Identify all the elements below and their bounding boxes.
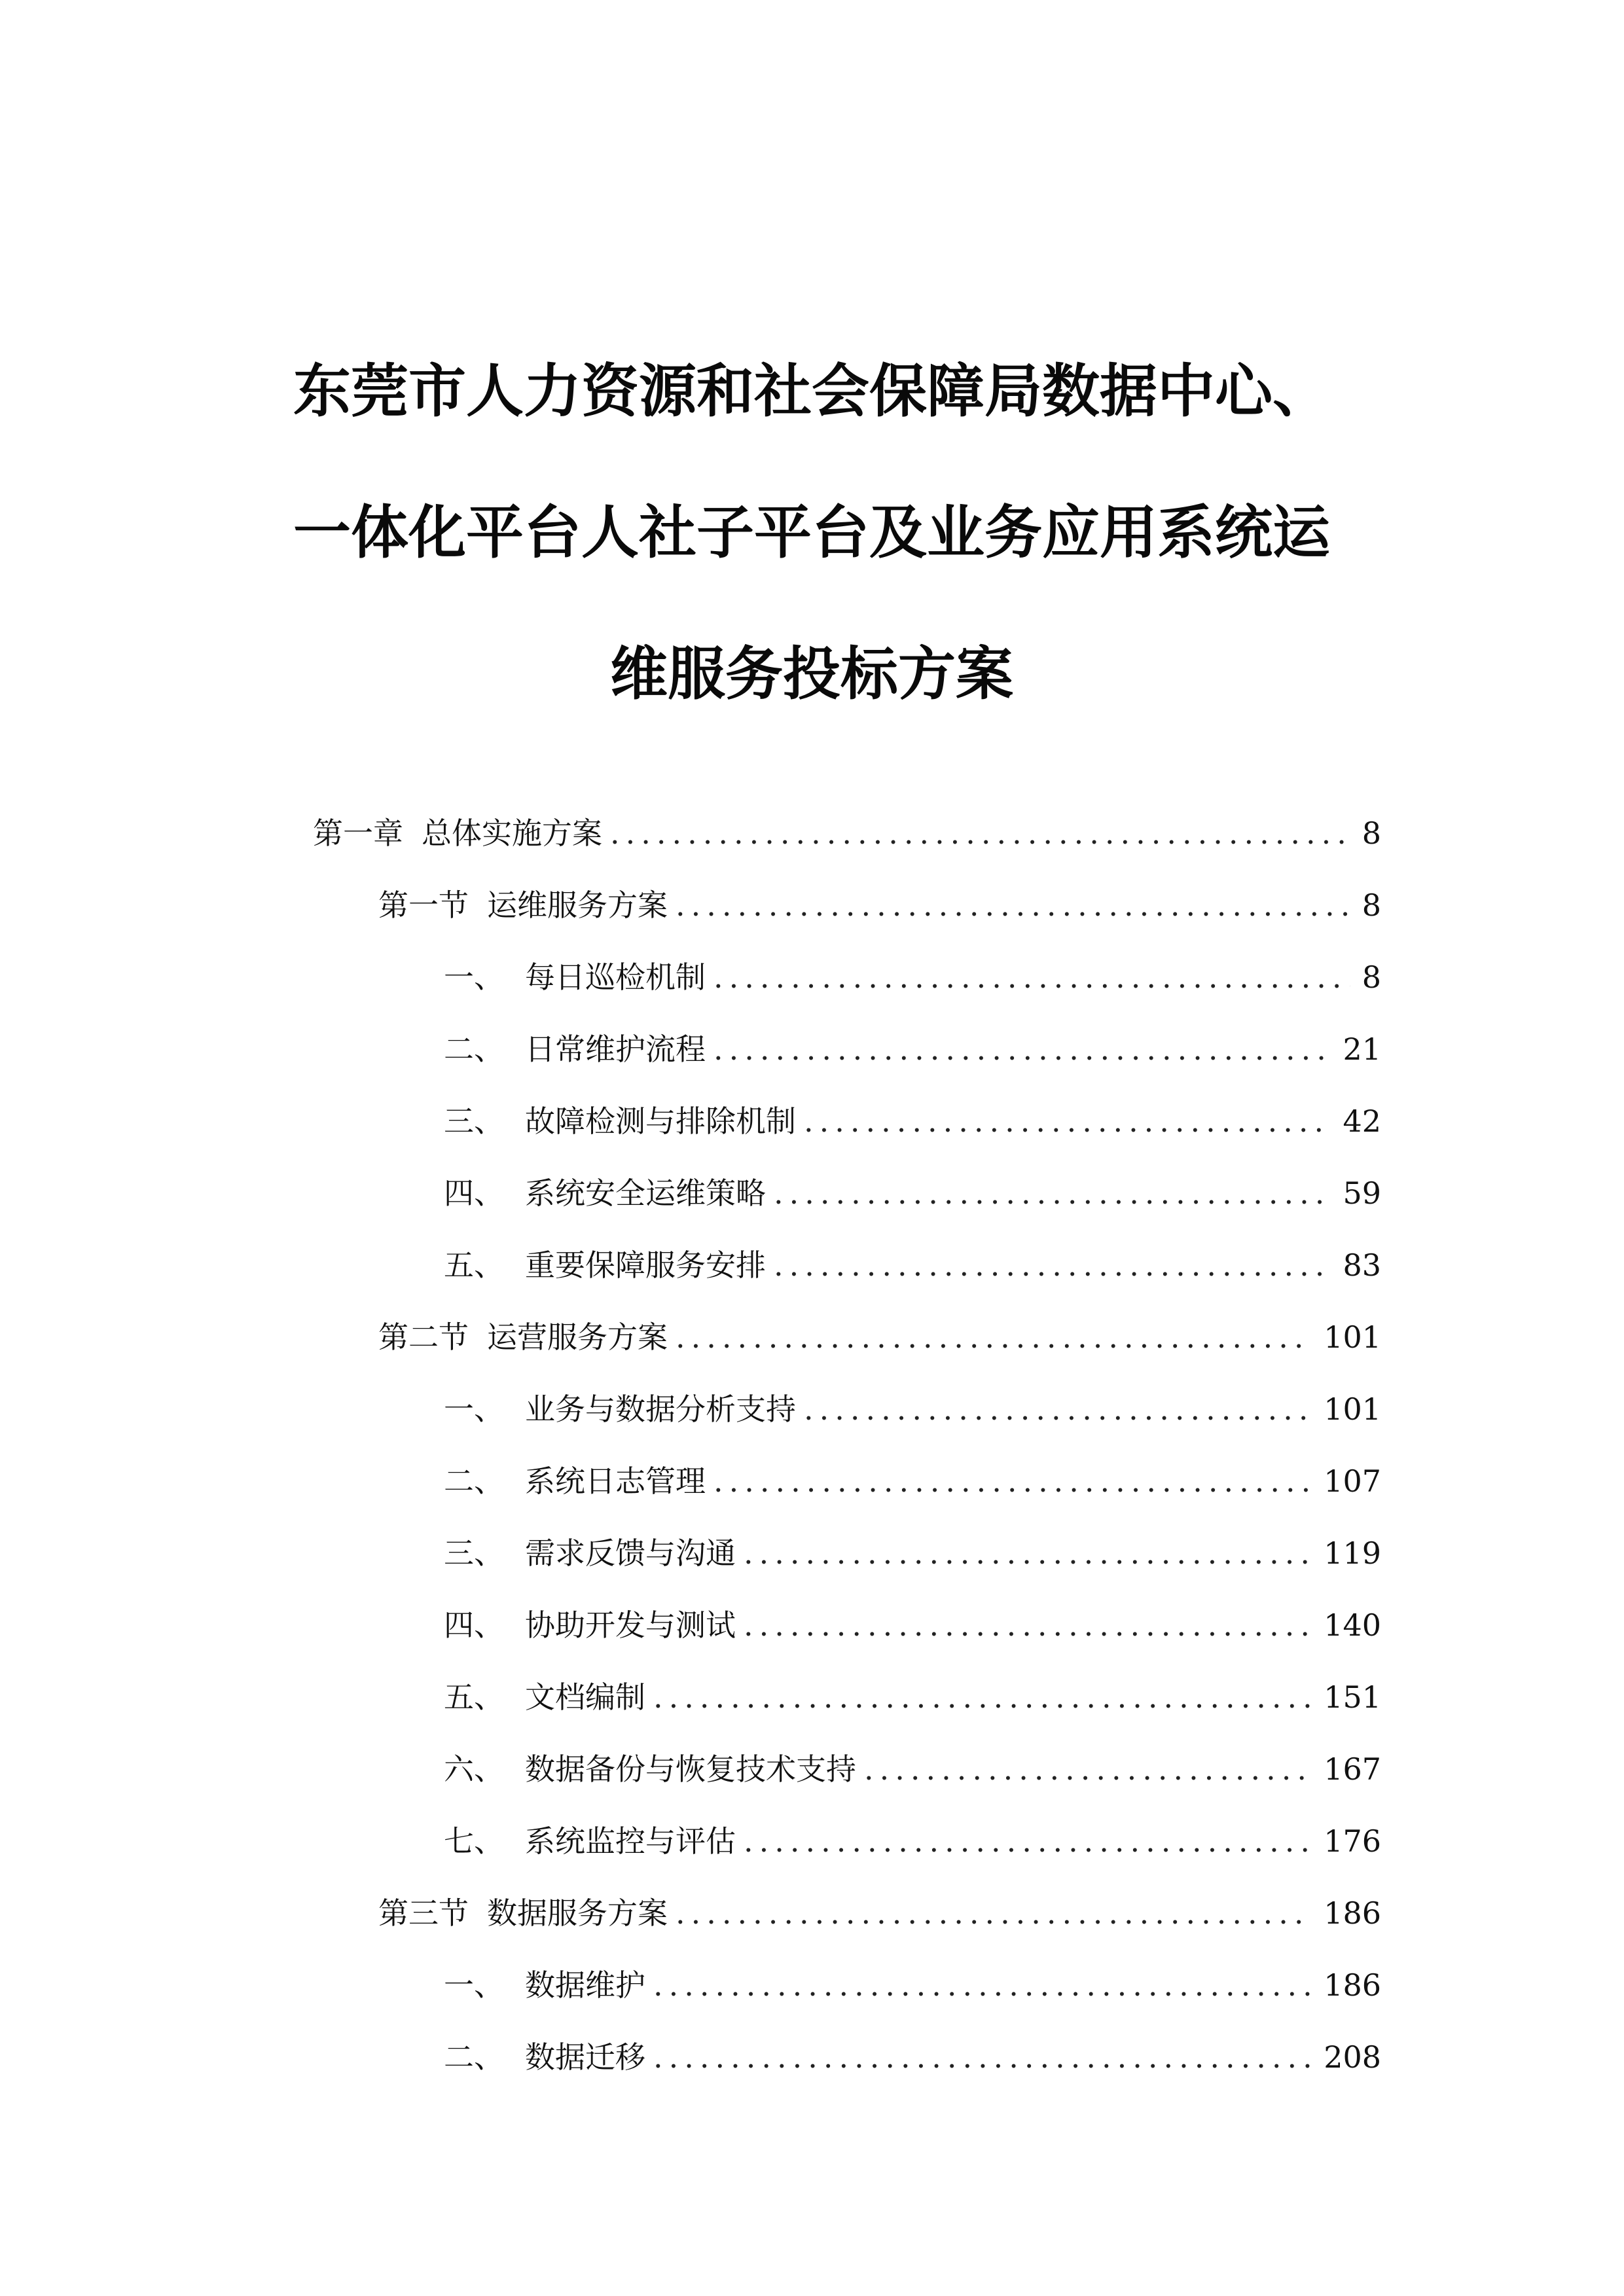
toc-entry-title: 协助开发与测试	[525, 1607, 736, 1643]
toc-entry-page-number: 176	[1324, 1823, 1381, 1859]
toc-entry-title: 数据维护	[525, 1967, 645, 2003]
toc-entry[interactable]	[313, 2021, 1381, 2093]
toc-entry-number: 四、	[444, 1607, 504, 1643]
toc-entry-page-number: 101	[1324, 1319, 1381, 1355]
toc-entry-title: 系统安全运维策略	[525, 1175, 766, 1211]
toc-dot-leader	[744, 1517, 1312, 1589]
toc-entry-title: 系统监控与评估	[525, 1823, 736, 1859]
toc-entry-title: 总体实施方案	[422, 816, 602, 851]
title-line-2: 一体化平台人社子平台及业务应用系统运	[293, 499, 1330, 566]
toc-entry[interactable]	[313, 1661, 1381, 1733]
toc-entry[interactable]	[313, 1373, 1381, 1445]
toc-entry-number: 五、	[444, 1679, 504, 1715]
toc-entry-title: 数据迁移	[525, 2039, 645, 2075]
toc-entry-title: 数据服务方案	[487, 1895, 668, 1931]
toc-dot-leader	[713, 1445, 1312, 1517]
toc-entry-number: 第一章	[313, 816, 403, 851]
toc-entry-number: 四、	[444, 1175, 504, 1211]
toc-entry-title: 文档编制	[525, 1679, 645, 1715]
toc-dot-leader	[774, 1229, 1331, 1301]
toc-entry-page-number: 167	[1324, 1751, 1381, 1787]
toc-entry-page-number: 83	[1343, 1247, 1381, 1283]
toc-dot-leader	[774, 1157, 1331, 1229]
toc-dot-leader	[713, 1013, 1331, 1085]
toc-entry-number: 五、	[444, 1247, 504, 1283]
toc-entry[interactable]	[313, 1949, 1381, 2021]
toc-entry-title: 重要保障服务安排	[525, 1247, 766, 1283]
toc-entry-page-number: 8	[1362, 960, 1381, 995]
toc-entry-page-number: 151	[1324, 1679, 1381, 1715]
toc-dot-leader	[744, 1805, 1312, 1877]
toc-entry-number: 六、	[444, 1751, 504, 1787]
toc-entry-title: 运维服务方案	[487, 888, 668, 923]
toc-entry-number: 三、	[444, 1535, 504, 1571]
toc-entry-title: 日常维护流程	[525, 1031, 706, 1067]
toc-entry-page-number: 101	[1324, 1391, 1381, 1427]
toc-entry-page-number: 8	[1362, 816, 1381, 851]
toc-entry-number: 第二节	[378, 1319, 469, 1355]
toc-entry-page-number: 8	[1362, 888, 1381, 923]
toc-entry-page-number: 208	[1324, 2039, 1381, 2075]
toc-entry-page-number: 107	[1324, 1463, 1381, 1499]
toc-entry[interactable]	[313, 1733, 1381, 1805]
toc-dot-leader	[653, 1661, 1312, 1733]
toc-entry-title: 故障检测与排除机制	[525, 1103, 796, 1139]
toc-dot-leader	[676, 1877, 1312, 1949]
toc-entry[interactable]	[313, 1085, 1381, 1157]
toc-entry-title: 系统日志管理	[525, 1463, 706, 1499]
toc-entry-number: 二、	[444, 1031, 504, 1067]
toc-dot-leader	[744, 1589, 1312, 1661]
toc-entry[interactable]	[313, 1805, 1381, 1877]
toc-entry[interactable]	[313, 1589, 1381, 1661]
toc-entry-page-number: 21	[1343, 1031, 1381, 1067]
toc-entry-number: 二、	[444, 1463, 504, 1499]
toc-entry-title: 每日巡检机制	[525, 960, 706, 995]
toc-entry-number: 一、	[444, 960, 504, 995]
toc-entry[interactable]	[313, 869, 1381, 941]
toc-entry[interactable]	[313, 1301, 1381, 1373]
toc-dot-leader	[653, 1949, 1312, 2021]
toc-dot-leader	[804, 1373, 1312, 1445]
toc-entry-number: 一、	[444, 1391, 504, 1427]
toc-dot-leader	[713, 941, 1350, 1013]
toc-entry-number: 七、	[444, 1823, 504, 1859]
toc-entry[interactable]	[313, 1013, 1381, 1085]
toc-entry-title: 需求反馈与沟通	[525, 1535, 736, 1571]
toc-entry-title: 数据备份与恢复技术支持	[525, 1751, 856, 1787]
toc-entry[interactable]	[313, 1157, 1381, 1229]
toc-entry-page-number: 42	[1343, 1103, 1381, 1139]
toc-entry-page-number: 59	[1343, 1175, 1381, 1211]
toc-entry[interactable]	[313, 1877, 1381, 1949]
toc-entry[interactable]	[313, 1229, 1381, 1301]
toc-entry-number: 三、	[444, 1103, 504, 1139]
toc-entry[interactable]	[313, 1517, 1381, 1589]
toc-dot-leader	[676, 869, 1350, 941]
toc-dot-leader	[653, 2021, 1312, 2093]
toc-entry-number: 二、	[444, 2039, 504, 2075]
title-line-3: 维服务投标方案	[609, 640, 1013, 708]
title-line-1: 东莞市人力资源和社会保障局数据中心、	[293, 357, 1330, 425]
toc-entry-page-number: 119	[1324, 1535, 1381, 1571]
toc-entry-number: 一、	[444, 1967, 504, 2003]
toc-dot-leader	[676, 1301, 1312, 1373]
toc-entry-number: 第一节	[378, 888, 469, 923]
document-title	[196, 321, 1427, 745]
toc-entry[interactable]	[313, 797, 1381, 869]
toc-entry-page-number: 186	[1324, 1895, 1381, 1931]
toc-entry-page-number: 186	[1324, 1967, 1381, 2003]
toc-dot-leader	[804, 1085, 1331, 1157]
toc-dot-leader	[864, 1733, 1312, 1805]
toc-entry-title: 运营服务方案	[487, 1319, 668, 1355]
toc-dot-leader	[610, 797, 1350, 869]
toc-entry-page-number: 140	[1324, 1607, 1381, 1643]
toc-entry[interactable]	[313, 941, 1381, 1013]
table-of-contents	[313, 797, 1381, 2093]
toc-entry-number: 第三节	[378, 1895, 469, 1931]
toc-entry-title: 业务与数据分析支持	[525, 1391, 796, 1427]
toc-entry[interactable]	[313, 1445, 1381, 1517]
